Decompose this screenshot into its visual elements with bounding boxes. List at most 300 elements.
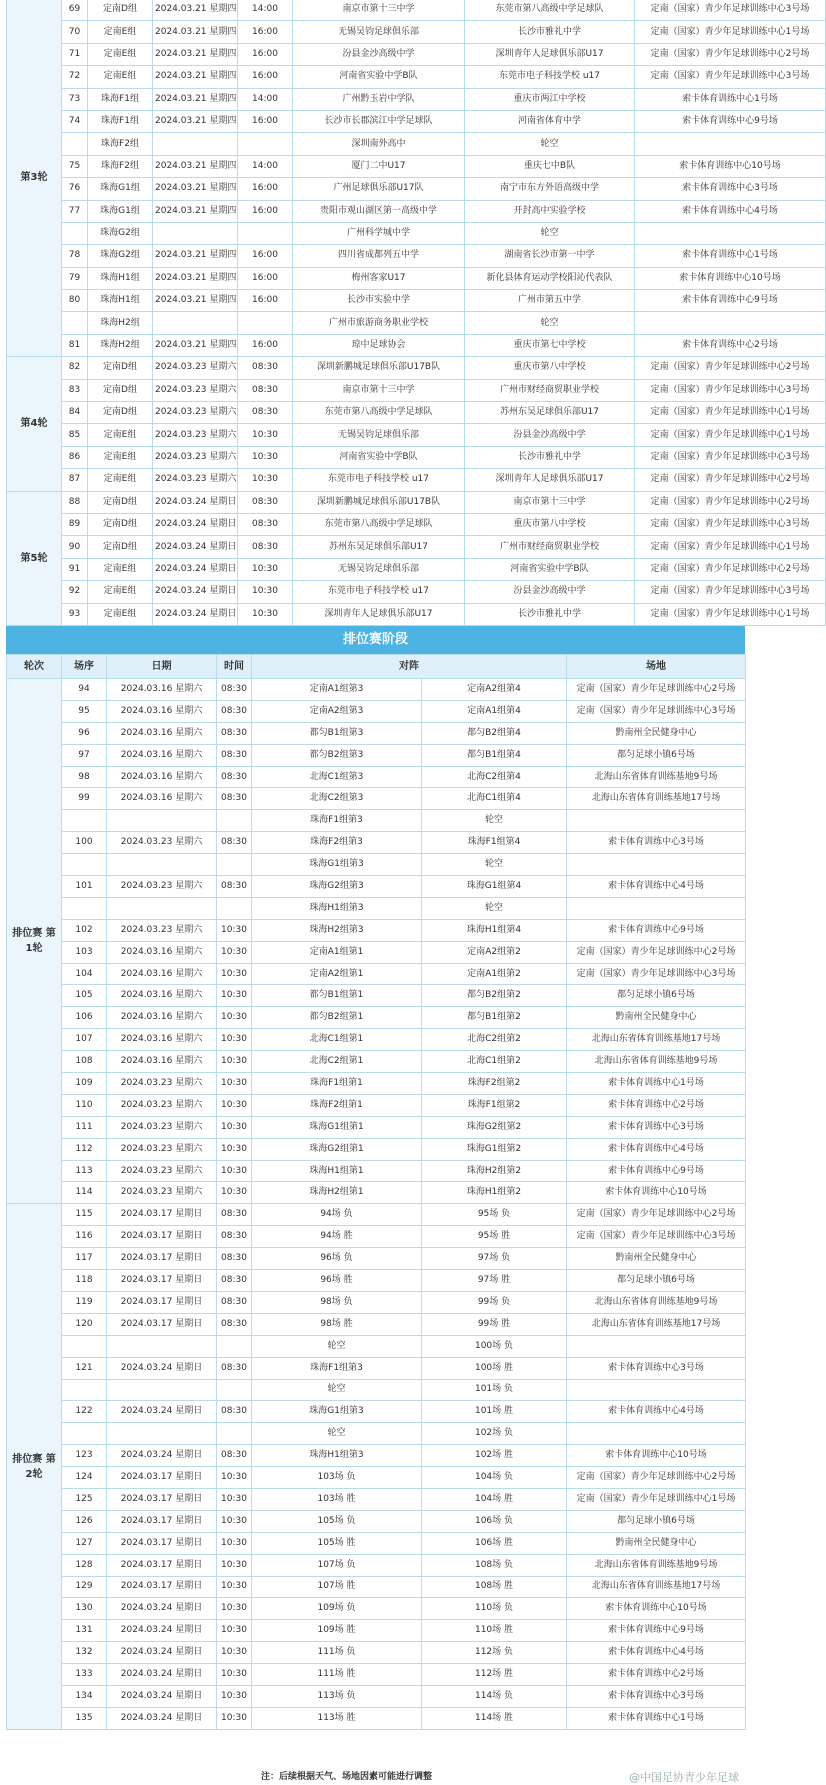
- group: 珠海H2组: [88, 312, 153, 334]
- match-no: 122: [62, 1401, 107, 1423]
- home-team: 无锡吴钧足球俱乐部: [293, 558, 465, 580]
- home-team: 南京市第十三中学: [293, 0, 465, 21]
- venue: 定南（国家）青少年足球训练中心3号场: [635, 446, 826, 468]
- date: 2024.03.21 星期四: [153, 267, 238, 289]
- away-team: 101场 负: [422, 1379, 567, 1401]
- group: 定南D组: [88, 513, 153, 535]
- away-team: 102场 负: [422, 1423, 567, 1445]
- table-row: [7, 1073, 746, 1095]
- time: 10:30: [238, 558, 293, 580]
- table-row: [7, 88, 826, 110]
- home-team: 深圳新鹏城足球俱乐部U17B队: [293, 357, 465, 379]
- time: 10:30: [238, 469, 293, 491]
- home-team: 定南A2组第3: [252, 700, 422, 722]
- table-row: [7, 1620, 746, 1642]
- match-no: 88: [62, 491, 88, 513]
- match-no: 108: [62, 1051, 107, 1073]
- away-team: 97场 胜: [422, 1270, 567, 1292]
- date: 2024.03.23 星期六: [107, 1116, 217, 1138]
- date: 2024.03.21 星期四: [153, 66, 238, 88]
- group: 珠海F2组: [88, 133, 153, 155]
- group: 定南D组: [88, 402, 153, 424]
- match-no: 104: [62, 963, 107, 985]
- table-row: [7, 679, 746, 701]
- home-team: 珠海G2组第3: [252, 876, 422, 898]
- group: 定南E组: [88, 446, 153, 468]
- time: 10:30: [217, 1488, 252, 1510]
- match-no: [62, 1335, 107, 1357]
- away-team: 轮空: [422, 854, 567, 876]
- home-team: 东莞市电子科技学校 u17: [293, 469, 465, 491]
- home-team: 珠海H1组第3: [252, 1445, 422, 1467]
- home-team: 厦门二中U17: [293, 155, 465, 177]
- time: 10:30: [217, 1707, 252, 1729]
- date: 2024.03.23 星期六: [107, 1182, 217, 1204]
- match-no: [62, 1423, 107, 1445]
- home-team: 103场 负: [252, 1467, 422, 1489]
- home-team: 98场 负: [252, 1291, 422, 1313]
- home-team: 定南A1组第1: [252, 941, 422, 963]
- time: 16:00: [238, 66, 293, 88]
- date: [153, 133, 238, 155]
- home-team: 珠海G1组第1: [252, 1116, 422, 1138]
- time: 08:30: [217, 876, 252, 898]
- home-team: 111场 胜: [252, 1664, 422, 1686]
- time: 16:00: [238, 110, 293, 132]
- away-team: 轮空: [465, 312, 635, 334]
- time: 10:30: [238, 603, 293, 625]
- match-no: 77: [62, 200, 88, 222]
- match-no: 86: [62, 446, 88, 468]
- table-row: [7, 491, 826, 513]
- away-team: 广州市财经商贸职业学校: [465, 379, 635, 401]
- venue: [635, 133, 826, 155]
- time: 08:30: [217, 766, 252, 788]
- group: 定南E组: [88, 581, 153, 603]
- table-row: [7, 1313, 746, 1335]
- group: 定南D组: [88, 536, 153, 558]
- venue: 定南（国家）青少年足球训练中心2号场: [635, 491, 826, 513]
- table-row: [7, 267, 826, 289]
- venue: 索卡体育训练中心10号场: [567, 1182, 746, 1204]
- date: 2024.03.16 星期六: [107, 722, 217, 744]
- venue: 索卡体育训练中心1号场: [567, 1707, 746, 1729]
- away-team: 106场 胜: [422, 1532, 567, 1554]
- venue: 索卡体育训练中心10号场: [567, 1598, 746, 1620]
- home-team: 都匀B2组第3: [252, 744, 422, 766]
- table-row: [7, 110, 826, 132]
- table-row: [7, 1554, 746, 1576]
- venue: 定南（国家）青少年足球训练中心2号场: [567, 1467, 746, 1489]
- home-team: 珠海G1组第3: [252, 1401, 422, 1423]
- time: 10:30: [217, 963, 252, 985]
- venue: 定南（国家）青少年足球训练中心1号场: [635, 402, 826, 424]
- table-row: [7, 1642, 746, 1664]
- table-row: [7, 1204, 746, 1226]
- match-no: 81: [62, 334, 88, 356]
- venue: 索卡体育训练中心9号场: [567, 1620, 746, 1642]
- away-team: 湖南省长沙市第一中学: [465, 245, 635, 267]
- time: 10:30: [217, 1051, 252, 1073]
- match-no: 112: [62, 1138, 107, 1160]
- date: 2024.03.17 星期日: [107, 1467, 217, 1489]
- group: 定南D组: [88, 357, 153, 379]
- home-team: 四川省成都列五中学: [293, 245, 465, 267]
- table-row: [7, 133, 826, 155]
- venue: 都匀足球小镇6号场: [567, 744, 746, 766]
- match-no: 85: [62, 424, 88, 446]
- away-team: 定南A1组第4: [422, 700, 567, 722]
- match-no: [62, 1379, 107, 1401]
- away-team: 定南A1组第2: [422, 963, 567, 985]
- ranking-header-row: [7, 655, 746, 679]
- away-team: 重庆市第七中学校: [465, 334, 635, 356]
- date: 2024.03.16 星期六: [107, 985, 217, 1007]
- away-team: 112场 负: [422, 1642, 567, 1664]
- date: 2024.03.23 星期六: [107, 876, 217, 898]
- away-team: 汾县金沙高级中学: [465, 424, 635, 446]
- match-no: 95: [62, 700, 107, 722]
- date: 2024.03.23 星期六: [153, 446, 238, 468]
- match-no: 75: [62, 155, 88, 177]
- away-team: 南宁市东方外语高级中学: [465, 178, 635, 200]
- away-team: 开封高中实验学校: [465, 200, 635, 222]
- home-team: 111场 负: [252, 1642, 422, 1664]
- time: 10:30: [217, 941, 252, 963]
- match-no: 84: [62, 402, 88, 424]
- date: 2024.03.21 星期四: [153, 0, 238, 21]
- group: 定南E组: [88, 21, 153, 43]
- date: 2024.03.16 星期六: [107, 1007, 217, 1029]
- watermark: @中国足协青少年足球: [629, 1771, 739, 1784]
- home-team: 107场 胜: [252, 1576, 422, 1598]
- away-team: 南京市第十三中学: [465, 491, 635, 513]
- home-team: 长沙市长郡滨江中学足球队: [293, 110, 465, 132]
- venue: 索卡体育训练中心3号场: [635, 178, 826, 200]
- match-no: 94: [62, 679, 107, 701]
- date: 2024.03.16 星期六: [107, 700, 217, 722]
- match-no: 131: [62, 1620, 107, 1642]
- away-team: 北海C2组第2: [422, 1029, 567, 1051]
- date: 2024.03.23 星期六: [153, 424, 238, 446]
- group: 定南E组: [88, 469, 153, 491]
- home-team: 109场 负: [252, 1598, 422, 1620]
- venue: 都匀足球小镇6号场: [567, 1270, 746, 1292]
- venue: 定南（国家）青少年足球训练中心1号场: [635, 603, 826, 625]
- table-row: [7, 513, 826, 535]
- time: 08:30: [238, 491, 293, 513]
- home-team: 珠海G2组第1: [252, 1138, 422, 1160]
- venue: 定南（国家）青少年足球训练中心1号场: [635, 424, 826, 446]
- match-no: 101: [62, 876, 107, 898]
- venue: 索卡体育训练中心1号场: [635, 88, 826, 110]
- venue: 索卡体育训练中心9号场: [567, 1160, 746, 1182]
- date: 2024.03.17 星期日: [107, 1510, 217, 1532]
- venue: 定南（国家）青少年足球训练中心2号场: [635, 469, 826, 491]
- venue: 索卡体育训练中心4号场: [635, 200, 826, 222]
- venue: 定南（国家）青少年足球训练中心3号场: [635, 379, 826, 401]
- venue: 索卡体育训练中心3号场: [567, 1357, 746, 1379]
- date: 2024.03.23 星期六: [153, 402, 238, 424]
- table-row: [7, 1029, 746, 1051]
- date: [107, 1423, 217, 1445]
- table-row: [7, 1401, 746, 1423]
- away-team: 95场 负: [422, 1204, 567, 1226]
- venue: [567, 1335, 746, 1357]
- date: 2024.03.17 星期日: [107, 1248, 217, 1270]
- table-row: [7, 290, 826, 312]
- match-no: 102: [62, 919, 107, 941]
- match-no: 134: [62, 1685, 107, 1707]
- match-no: 111: [62, 1116, 107, 1138]
- home-team: 都匀B1组第1: [252, 985, 422, 1007]
- venue: 北海山东省体育训练基地9号场: [567, 1554, 746, 1576]
- date: 2024.03.24 星期日: [153, 581, 238, 603]
- home-team: 长沙市实验中学: [293, 290, 465, 312]
- date: 2024.03.17 星期日: [107, 1313, 217, 1335]
- venue: 定南（国家）青少年足球训练中心3号场: [635, 513, 826, 535]
- date: 2024.03.24 星期日: [107, 1642, 217, 1664]
- venue: 都匀足球小镇6号场: [567, 1510, 746, 1532]
- match-no: 132: [62, 1642, 107, 1664]
- time: 10:30: [217, 1642, 252, 1664]
- away-team: 新化县体育运动学校阳沁代表队: [465, 267, 635, 289]
- time: 08:30: [238, 513, 293, 535]
- match-no: 125: [62, 1488, 107, 1510]
- time: 08:30: [217, 1270, 252, 1292]
- table-row: [7, 1226, 746, 1248]
- home-team: 广州市旅游商务职业学校: [293, 312, 465, 334]
- time: 10:30: [217, 1510, 252, 1532]
- away-team: 100场 胜: [422, 1357, 567, 1379]
- table-row: [7, 1423, 746, 1445]
- group: 珠海H2组: [88, 334, 153, 356]
- date: [107, 1335, 217, 1357]
- away-team: 99场 负: [422, 1291, 567, 1313]
- match-no: 76: [62, 178, 88, 200]
- venue: 定南（国家）青少年足球训练中心2号场: [567, 679, 746, 701]
- date: 2024.03.21 星期四: [153, 245, 238, 267]
- home-team: 定南A1组第3: [252, 679, 422, 701]
- ranking-stage-table: [6, 654, 746, 1730]
- table-row: [7, 766, 746, 788]
- venue: 索卡体育训练中心4号场: [567, 1138, 746, 1160]
- date: 2024.03.24 星期日: [107, 1664, 217, 1686]
- away-team: 东莞市第八高级中学足球队: [465, 0, 635, 21]
- match-no: 78: [62, 245, 88, 267]
- venue: 索卡体育训练中心3号场: [567, 832, 746, 854]
- home-team: 109场 胜: [252, 1620, 422, 1642]
- table-row: [7, 1270, 746, 1292]
- date: 2024.03.21 星期四: [153, 334, 238, 356]
- home-team: 94场 负: [252, 1204, 422, 1226]
- time: 10:30: [217, 1094, 252, 1116]
- time: 16:00: [238, 21, 293, 43]
- match-no: [62, 312, 88, 334]
- time: 08:30: [217, 1248, 252, 1270]
- date: 2024.03.17 星期日: [107, 1554, 217, 1576]
- match-no: 113: [62, 1160, 107, 1182]
- match-no: 83: [62, 379, 88, 401]
- time: 14:00: [238, 155, 293, 177]
- venue: 北海山东省体育训练基地9号场: [567, 766, 746, 788]
- date: 2024.03.24 星期日: [107, 1357, 217, 1379]
- match-no: 110: [62, 1094, 107, 1116]
- away-team: 广州市第五中学: [465, 290, 635, 312]
- time: 14:00: [238, 0, 293, 21]
- date: 2024.03.24 星期日: [153, 558, 238, 580]
- venue: [567, 854, 746, 876]
- home-team: 105场 负: [252, 1510, 422, 1532]
- group: 珠海G1组: [88, 200, 153, 222]
- date: 2024.03.16 星期六: [107, 744, 217, 766]
- home-team: 珠海H2组第3: [252, 919, 422, 941]
- venue: 定南（国家）青少年足球训练中心3号场: [567, 1226, 746, 1248]
- time: 08:30: [217, 1204, 252, 1226]
- away-team: 99场 胜: [422, 1313, 567, 1335]
- venue: 定南（国家）青少年足球训练中心2号场: [635, 357, 826, 379]
- away-team: 北海C1组第4: [422, 788, 567, 810]
- away-team: 97场 负: [422, 1248, 567, 1270]
- away-team: 108场 负: [422, 1554, 567, 1576]
- match-no: 128: [62, 1554, 107, 1576]
- venue: 定南（国家）青少年足球训练中心1号场: [567, 1488, 746, 1510]
- group: 珠海F1组: [88, 88, 153, 110]
- away-team: 95场 胜: [422, 1226, 567, 1248]
- table-row: [7, 1707, 746, 1729]
- match-no: 98: [62, 766, 107, 788]
- time: [217, 1379, 252, 1401]
- group: 珠海G2组: [88, 222, 153, 244]
- away-team: 珠海H1组第4: [422, 919, 567, 941]
- time: [217, 810, 252, 832]
- table-row: [7, 581, 826, 603]
- away-team: 106场 负: [422, 1510, 567, 1532]
- time: 16:00: [238, 245, 293, 267]
- venue: 索卡体育训练中心3号场: [567, 1685, 746, 1707]
- venue: 定南（国家）青少年足球训练中心2号场: [567, 941, 746, 963]
- group-stage-table: [6, 0, 826, 626]
- away-team: 110场 胜: [422, 1620, 567, 1642]
- table-row: [7, 1291, 746, 1313]
- table-row: [7, 810, 746, 832]
- home-team: 96场 负: [252, 1248, 422, 1270]
- table-row: [7, 1094, 746, 1116]
- table-row: [7, 312, 826, 334]
- time: 10:30: [217, 1029, 252, 1051]
- match-no: 89: [62, 513, 88, 535]
- table-row: [7, 21, 826, 43]
- group: 定南E组: [88, 424, 153, 446]
- table-row: [7, 1051, 746, 1073]
- venue: 索卡体育训练中心9号场: [635, 110, 826, 132]
- footer-note: 注：后续根据天气、场地因素可能进行调整: [261, 1772, 433, 1782]
- date: 2024.03.23 星期六: [153, 469, 238, 491]
- date: [107, 897, 217, 919]
- group: 定南D组: [88, 491, 153, 513]
- time: 08:30: [217, 788, 252, 810]
- time: 10:30: [217, 919, 252, 941]
- venue: [567, 897, 746, 919]
- away-team: 苏州东吴足球俱乐部U17: [465, 402, 635, 424]
- away-team: 114场 负: [422, 1685, 567, 1707]
- table-row: [7, 558, 826, 580]
- table-row: [7, 1598, 746, 1620]
- time: 16:00: [238, 267, 293, 289]
- venue: 索卡体育训练中心3号场: [567, 1116, 746, 1138]
- home-team: 无锡吴钧足球俱乐部: [293, 21, 465, 43]
- table-row: [7, 744, 746, 766]
- table-row: [7, 876, 746, 898]
- table-row: [7, 1007, 746, 1029]
- time: [217, 854, 252, 876]
- match-no: 100: [62, 832, 107, 854]
- date: 2024.03.23 星期六: [107, 1160, 217, 1182]
- date: 2024.03.24 星期日: [107, 1401, 217, 1423]
- time: 16:00: [238, 334, 293, 356]
- date: [107, 1379, 217, 1401]
- date: 2024.03.24 星期日: [107, 1445, 217, 1467]
- table-row: [7, 402, 826, 424]
- away-team: 重庆七中B队: [465, 155, 635, 177]
- away-team: 汾县金沙高级中学: [465, 581, 635, 603]
- date: 2024.03.17 星期日: [107, 1204, 217, 1226]
- away-team: 114场 胜: [422, 1707, 567, 1729]
- match-no: 103: [62, 941, 107, 963]
- group: 珠海H1组: [88, 290, 153, 312]
- venue: 定南（国家）青少年足球训练中心2号场: [635, 43, 826, 65]
- time: 10:30: [217, 985, 252, 1007]
- home-team: 113场 负: [252, 1685, 422, 1707]
- away-team: 珠海F1组第4: [422, 832, 567, 854]
- venue: 黔南州全民健身中心: [567, 722, 746, 744]
- away-team: 长沙市雅礼中学: [465, 21, 635, 43]
- ranking-stage-banner: 排位赛阶段: [6, 626, 745, 654]
- date: 2024.03.16 星期六: [107, 1051, 217, 1073]
- time: 10:30: [217, 1598, 252, 1620]
- match-no: 109: [62, 1073, 107, 1095]
- time: 14:00: [238, 88, 293, 110]
- time: [238, 312, 293, 334]
- away-team: 轮空: [465, 222, 635, 244]
- home-team: 珠海F1组第3: [252, 1357, 422, 1379]
- time: 08:30: [238, 379, 293, 401]
- match-no: 96: [62, 722, 107, 744]
- group: 定南E组: [88, 43, 153, 65]
- away-team: 都匀B1组第2: [422, 1007, 567, 1029]
- venue: 定南（国家）青少年足球训练中心1号场: [635, 21, 826, 43]
- table-row: [7, 1510, 746, 1532]
- venue: 索卡体育训练中心4号场: [567, 1401, 746, 1423]
- match-no: [62, 897, 107, 919]
- table-row: [7, 1664, 746, 1686]
- venue: [567, 1379, 746, 1401]
- home-team: 轮空: [252, 1423, 422, 1445]
- time: 08:30: [217, 1357, 252, 1379]
- venue: 索卡体育训练中心10号场: [567, 1445, 746, 1467]
- date: 2024.03.16 星期六: [107, 941, 217, 963]
- time: 10:30: [238, 424, 293, 446]
- match-no: [62, 854, 107, 876]
- match-no: 133: [62, 1664, 107, 1686]
- table-row: [7, 1182, 746, 1204]
- time: 08:30: [217, 1291, 252, 1313]
- time: 10:30: [217, 1685, 252, 1707]
- home-team: 广州科学城中学: [293, 222, 465, 244]
- venue: 索卡体育训练中心10号场: [635, 155, 826, 177]
- away-team: 轮空: [465, 133, 635, 155]
- time: 10:30: [217, 1073, 252, 1095]
